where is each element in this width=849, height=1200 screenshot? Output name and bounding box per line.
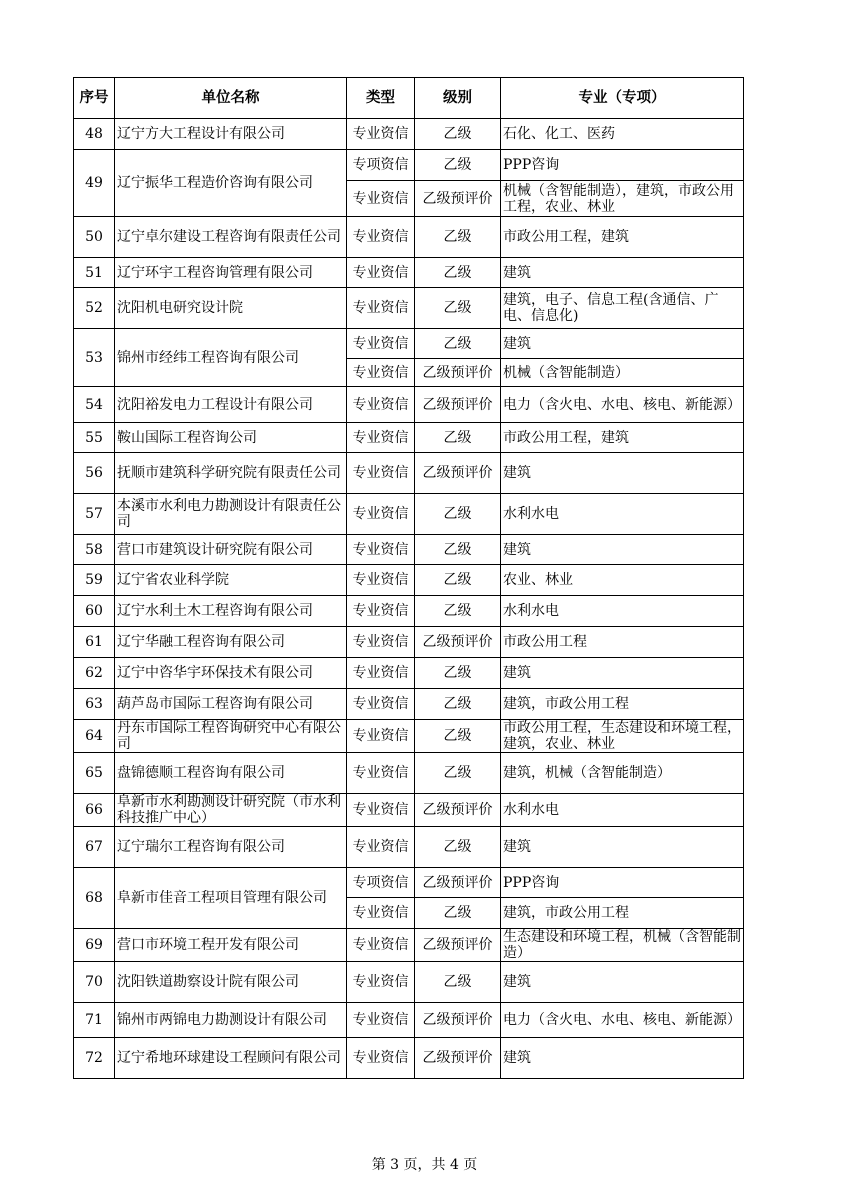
cell-type: 专业资信 bbox=[347, 494, 415, 535]
cell-level: 乙级 bbox=[415, 494, 501, 535]
cell-company-name: 锦州市两锦电力勘测设计有限公司 bbox=[115, 1003, 347, 1038]
table-row bbox=[74, 494, 744, 535]
cell-level: 乙级 bbox=[415, 753, 501, 794]
cell-major: 建筑 bbox=[501, 962, 744, 1003]
cell-seq: 65 bbox=[74, 753, 115, 794]
cell-major: 生态建设和环境工程，机械（含智能制造） bbox=[501, 929, 744, 962]
cell-type: 专业资信 bbox=[347, 119, 415, 150]
cell-seq: 60 bbox=[74, 596, 115, 627]
cell-seq: 72 bbox=[74, 1038, 115, 1079]
table-row bbox=[74, 929, 744, 962]
cell-major: 水利水电 bbox=[501, 794, 744, 827]
cell-company-name: 辽宁中咨华宇环保技术有限公司 bbox=[115, 658, 347, 689]
cell-seq: 59 bbox=[74, 565, 115, 596]
cell-major: 建筑，市政公用工程 bbox=[501, 689, 744, 720]
cell-company-name: 锦州市经纬工程咨询有限公司 bbox=[115, 329, 347, 387]
cell-seq: 61 bbox=[74, 627, 115, 658]
cell-company-name: 沈阳机电研究设计院 bbox=[115, 288, 347, 329]
cell-seq: 54 bbox=[74, 387, 115, 423]
cell-level: 乙级预评价 bbox=[415, 929, 501, 962]
cell-company-name: 辽宁华融工程咨询有限公司 bbox=[115, 627, 347, 658]
cell-type: 专业资信 bbox=[347, 1038, 415, 1079]
cell-level: 乙级 bbox=[415, 535, 501, 565]
cell-company-name: 辽宁振华工程造价咨询有限公司 bbox=[115, 150, 347, 217]
cell-type: 专业资信 bbox=[347, 929, 415, 962]
table-row bbox=[74, 119, 744, 150]
cell-level: 乙级 bbox=[415, 596, 501, 627]
cell-company-name: 盘锦德顺工程咨询有限公司 bbox=[115, 753, 347, 794]
table-row bbox=[74, 387, 744, 423]
cell-seq: 70 bbox=[74, 962, 115, 1003]
cell-type: 专业资信 bbox=[347, 827, 415, 868]
table-row bbox=[74, 453, 744, 494]
table-row bbox=[74, 1003, 744, 1038]
cell-type: 专业资信 bbox=[347, 565, 415, 596]
cell-seq: 62 bbox=[74, 658, 115, 689]
cell-type: 专业资信 bbox=[347, 753, 415, 794]
cell-major: 建筑，电子、信息工程(含通信、广电、信息化) bbox=[501, 288, 744, 329]
table-row bbox=[74, 423, 744, 453]
cell-level: 乙级预评价 bbox=[415, 1038, 501, 1079]
cell-seq: 51 bbox=[74, 258, 115, 288]
table-row bbox=[74, 535, 744, 565]
cell-type: 专业资信 bbox=[347, 898, 415, 929]
cell-level: 乙级 bbox=[415, 689, 501, 720]
cell-type: 专业资信 bbox=[347, 387, 415, 423]
cell-level: 乙级 bbox=[415, 329, 501, 359]
cell-company-name: 营口市环境工程开发有限公司 bbox=[115, 929, 347, 962]
cell-type: 专业资信 bbox=[347, 535, 415, 565]
cell-company-name: 阜新市水利勘测设计研究院（市水利科技推广中心） bbox=[115, 794, 347, 827]
cell-level: 乙级 bbox=[415, 720, 501, 753]
cell-level: 乙级 bbox=[415, 962, 501, 1003]
cell-seq: 50 bbox=[74, 217, 115, 258]
header-major: 专业（专项） bbox=[501, 78, 744, 119]
cell-seq: 69 bbox=[74, 929, 115, 962]
table-row bbox=[74, 720, 744, 753]
cell-company-name: 辽宁卓尔建设工程咨询有限责任公司 bbox=[115, 217, 347, 258]
table-row bbox=[74, 150, 744, 181]
table-row bbox=[74, 658, 744, 689]
cell-level: 乙级 bbox=[415, 258, 501, 288]
cell-major: 市政公用工程，建筑 bbox=[501, 423, 744, 453]
cell-type: 专业资信 bbox=[347, 1003, 415, 1038]
cell-type: 专业资信 bbox=[347, 627, 415, 658]
table-header-row bbox=[74, 78, 744, 119]
cell-company-name: 辽宁水利土木工程咨询有限公司 bbox=[115, 596, 347, 627]
cell-type: 专业资信 bbox=[347, 962, 415, 1003]
cell-major: 机械（含智能制造），建筑，市政公用工程，农业、林业 bbox=[501, 181, 744, 217]
cell-type: 专业资信 bbox=[347, 720, 415, 753]
cell-major: 市政公用工程，生态建设和环境工程，建筑，农业、林业 bbox=[501, 720, 744, 753]
table-row bbox=[74, 1038, 744, 1079]
cell-major: 市政公用工程 bbox=[501, 627, 744, 658]
cell-company-name: 葫芦岛市国际工程咨询有限公司 bbox=[115, 689, 347, 720]
cell-type: 专业资信 bbox=[347, 596, 415, 627]
cell-level: 乙级 bbox=[415, 898, 501, 929]
header-name: 单位名称 bbox=[115, 78, 347, 119]
cell-level: 乙级 bbox=[415, 565, 501, 596]
cell-level: 乙级预评价 bbox=[415, 794, 501, 827]
cell-major: 建筑 bbox=[501, 1038, 744, 1079]
table-row bbox=[74, 689, 744, 720]
table-row bbox=[74, 962, 744, 1003]
cell-major: 建筑，机械（含智能制造） bbox=[501, 753, 744, 794]
cell-company-name: 辽宁方大工程设计有限公司 bbox=[115, 119, 347, 150]
cell-type: 专项资信 bbox=[347, 150, 415, 181]
cell-seq: 68 bbox=[74, 868, 115, 929]
cell-major: 市政公用工程，建筑 bbox=[501, 217, 744, 258]
table-row bbox=[74, 627, 744, 658]
cell-major: 石化、化工、医药 bbox=[501, 119, 744, 150]
cell-company-name: 本溪市水利电力勘测设计有限责任公司 bbox=[115, 494, 347, 535]
cell-company-name: 辽宁省农业科学院 bbox=[115, 565, 347, 596]
cell-level: 乙级 bbox=[415, 217, 501, 258]
cell-company-name: 辽宁环宇工程咨询管理有限公司 bbox=[115, 258, 347, 288]
cell-type: 专业资信 bbox=[347, 794, 415, 827]
cell-major: 水利水电 bbox=[501, 596, 744, 627]
cell-level: 乙级 bbox=[415, 423, 501, 453]
cell-company-name: 丹东市国际工程咨询研究中心有限公司 bbox=[115, 720, 347, 753]
table-row bbox=[74, 565, 744, 596]
cell-major: 建筑 bbox=[501, 535, 744, 565]
cell-level: 乙级 bbox=[415, 150, 501, 181]
cell-seq: 64 bbox=[74, 720, 115, 753]
cell-major: 电力（含火电、水电、核电、新能源） bbox=[501, 1003, 744, 1038]
cell-type: 专业资信 bbox=[347, 329, 415, 359]
table-row bbox=[74, 868, 744, 898]
cell-major: PPP咨询 bbox=[501, 150, 744, 181]
cell-level: 乙级 bbox=[415, 658, 501, 689]
cell-type: 专业资信 bbox=[347, 453, 415, 494]
cell-company-name: 辽宁希地环球建设工程顾问有限公司 bbox=[115, 1038, 347, 1079]
header-level: 级别 bbox=[415, 78, 501, 119]
cell-type: 专业资信 bbox=[347, 359, 415, 387]
cell-level: 乙级预评价 bbox=[415, 1003, 501, 1038]
cell-major: 建筑 bbox=[501, 658, 744, 689]
cell-major: 建筑 bbox=[501, 329, 744, 359]
cell-type: 专业资信 bbox=[347, 689, 415, 720]
cell-seq: 48 bbox=[74, 119, 115, 150]
cell-seq: 57 bbox=[74, 494, 115, 535]
cell-seq: 53 bbox=[74, 329, 115, 387]
cell-major: 建筑，市政公用工程 bbox=[501, 898, 744, 929]
header-type: 类型 bbox=[347, 78, 415, 119]
cell-type: 专业资信 bbox=[347, 258, 415, 288]
cell-level: 乙级预评价 bbox=[415, 627, 501, 658]
table-row bbox=[74, 596, 744, 627]
cell-seq: 55 bbox=[74, 423, 115, 453]
cell-level: 乙级预评价 bbox=[415, 453, 501, 494]
cell-major: 水利水电 bbox=[501, 494, 744, 535]
table-row bbox=[74, 753, 744, 794]
cell-level: 乙级 bbox=[415, 119, 501, 150]
cell-type: 专业资信 bbox=[347, 423, 415, 453]
cell-level: 乙级 bbox=[415, 288, 501, 329]
cell-company-name: 沈阳裕发电力工程设计有限公司 bbox=[115, 387, 347, 423]
cell-type: 专业资信 bbox=[347, 217, 415, 258]
table-row bbox=[74, 217, 744, 258]
cell-seq: 63 bbox=[74, 689, 115, 720]
cell-level: 乙级预评价 bbox=[415, 181, 501, 217]
table-row bbox=[74, 288, 744, 329]
table-row bbox=[74, 329, 744, 359]
cell-seq: 52 bbox=[74, 288, 115, 329]
cell-level: 乙级预评价 bbox=[415, 387, 501, 423]
cell-seq: 49 bbox=[74, 150, 115, 217]
table-row bbox=[74, 794, 744, 827]
cell-major: PPP咨询 bbox=[501, 868, 744, 898]
header-seq: 序号 bbox=[74, 78, 115, 119]
cell-type: 专项资信 bbox=[347, 868, 415, 898]
table-row bbox=[74, 258, 744, 288]
page-footer: 第 3 页，共 4 页 bbox=[371, 1157, 478, 1173]
cell-major: 建筑 bbox=[501, 453, 744, 494]
cell-seq: 71 bbox=[74, 1003, 115, 1038]
cell-seq: 56 bbox=[74, 453, 115, 494]
cell-major: 建筑 bbox=[501, 258, 744, 288]
table-row bbox=[74, 827, 744, 868]
cell-seq: 58 bbox=[74, 535, 115, 565]
cell-major: 建筑 bbox=[501, 827, 744, 868]
cell-major: 电力（含火电、水电、核电、新能源） bbox=[501, 387, 744, 423]
cell-major: 机械（含智能制造） bbox=[501, 359, 744, 387]
cell-company-name: 营口市建筑设计研究院有限公司 bbox=[115, 535, 347, 565]
cell-type: 专业资信 bbox=[347, 288, 415, 329]
cell-seq: 66 bbox=[74, 794, 115, 827]
cell-company-name: 辽宁瑞尔工程咨询有限公司 bbox=[115, 827, 347, 868]
cell-company-name: 抚顺市建筑科学研究院有限责任公司 bbox=[115, 453, 347, 494]
qualification-table bbox=[73, 77, 744, 1079]
cell-company-name: 沈阳铁道勘察设计院有限公司 bbox=[115, 962, 347, 1003]
cell-level: 乙级预评价 bbox=[415, 359, 501, 387]
cell-company-name: 鞍山国际工程咨询公司 bbox=[115, 423, 347, 453]
cell-major: 农业、林业 bbox=[501, 565, 744, 596]
cell-seq: 67 bbox=[74, 827, 115, 868]
cell-company-name: 阜新市佳音工程项目管理有限公司 bbox=[115, 868, 347, 929]
cell-type: 专业资信 bbox=[347, 658, 415, 689]
cell-level: 乙级预评价 bbox=[415, 868, 501, 898]
cell-type: 专业资信 bbox=[347, 181, 415, 217]
cell-level: 乙级 bbox=[415, 827, 501, 868]
